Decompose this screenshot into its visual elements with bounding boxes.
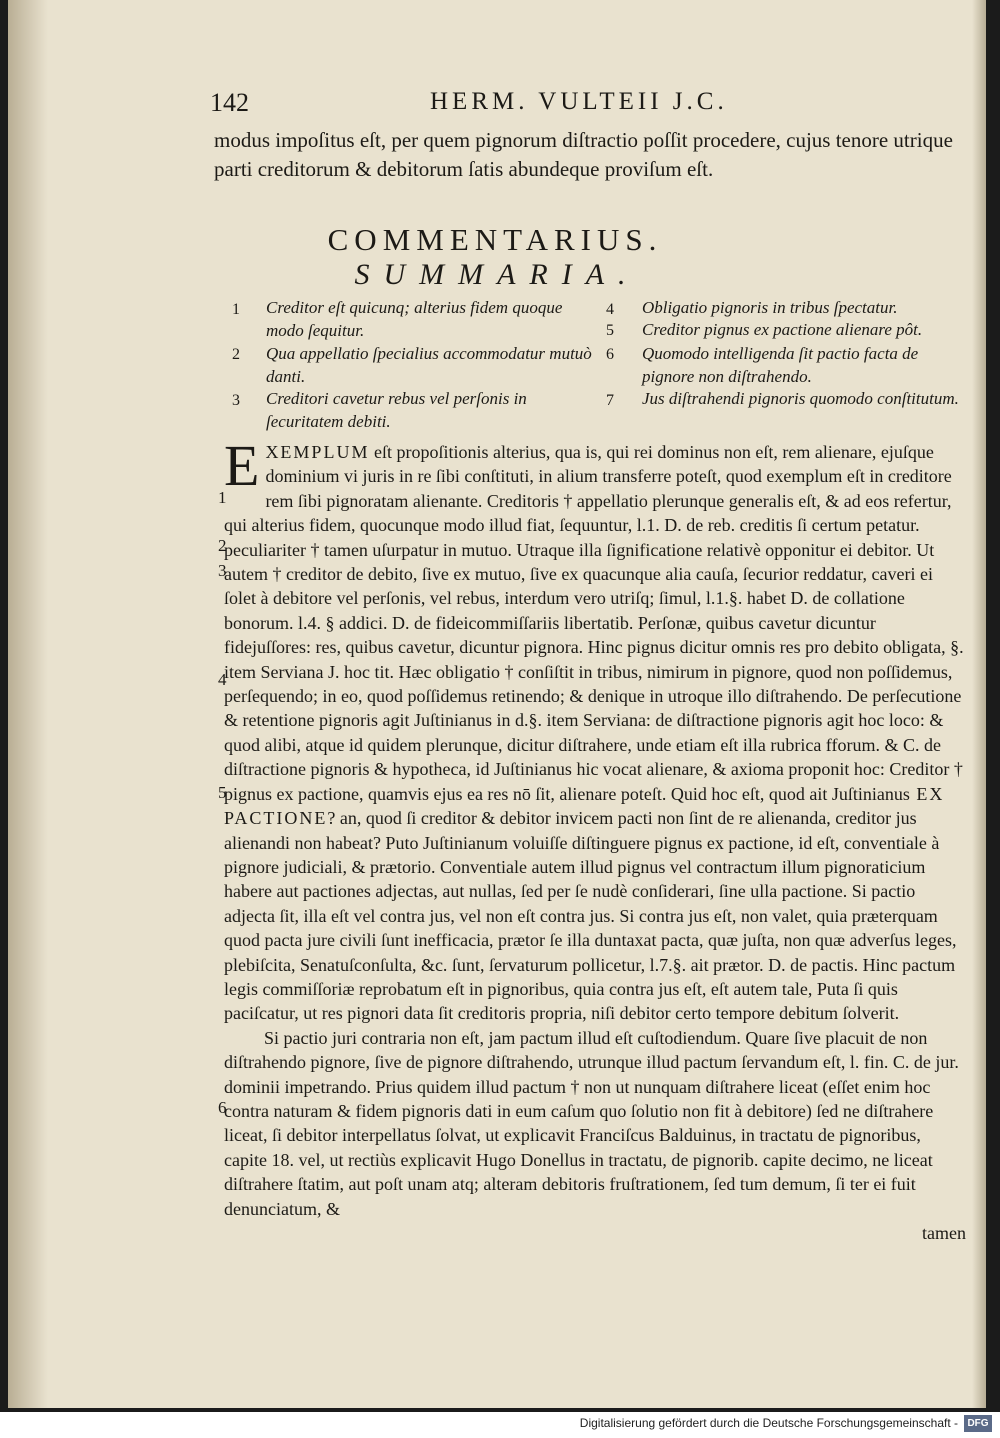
summary-number: 4 <box>606 301 614 318</box>
smallcaps-word: XEMPLUM <box>265 442 370 462</box>
margin-number: 5 <box>218 783 227 802</box>
catchword: tamen <box>922 1223 966 1243</box>
summary-item: Creditori cavetur rebus vel perſonis in ſecuritatem debiti. <box>266 389 527 431</box>
digitization-footer <box>0 1412 1000 1438</box>
margin-number: 3 <box>218 561 227 580</box>
summary-item: Qua appellatio ſpecialius accommodatur mutuò danti. <box>266 344 592 386</box>
summary-number: 1 <box>232 301 240 318</box>
summary-item: Jus diſtrahendi pignoris quomodo conſtitutum. <box>642 389 959 408</box>
drop-cap: E <box>224 433 260 498</box>
intro-text: modus impoſitus eſt, per quem pignorum diſtractio poſſit procedere, cujus tenore utrique parti creditorum & debitorum ſatis abundeque proviſum eſt. <box>214 128 953 181</box>
summary-number: 3 <box>232 392 240 409</box>
dfg-logo: DFG <box>964 1415 992 1432</box>
page-number: 142 <box>210 88 249 117</box>
summary-number: 2 <box>232 346 240 363</box>
summary-item: Creditor pignus ex pactione alienare pôt. <box>642 320 923 339</box>
commentary-body <box>224 433 966 1245</box>
summary-item: Creditor eſt quicunq; alterius fidem quoque modo ſequitur. <box>266 298 563 340</box>
summary-item: Obligatio pignoris in tribus ſpectatur. <box>642 298 898 317</box>
paragraph-1 <box>224 433 966 1026</box>
paragraph-text: eſt propoſitionis alterius, qua is, qui rei dominus non eſt, rem alienare, ejuſque dominium vi juris in re ſibi conſtituti, in alium transferre poteſt, quod exemplum eſt in creditore rem ſibi pignoratam alienante. Creditoris † appellatio plerunque generalis eſt, & ad eos refertur, qui alterius fidem, quocunque modo illud fiat, ſequuntur, l.1. D. de reb. creditis ſi certum petatur. peculiariter † tamen uſurpatur in mutuo. Utraque illa ſignificatione relativè opponitur ei debitor. Ut autem † creditor de debito, ſive ex mutuo, ſive ex quacunque alia cauſa, ſecurior reddatur, caveri ei ſolet à debitore vel perſonis, vel rebus, interdum vero utriſq; ſimul, l.1.§. habet D. de collatione bonorum. l.4. § addici. D. de fideicommiſſariis libertatib. Perſonæ, quibus cavetur dicuntur fidejuſſores: res, quibus cavetur, dicuntur pignora. Hinc pignus dicitur omnis res pro debito obligata, §. item Serviana J. hoc tit. Hæc obligatio † conſiſtit in tribus, nimirum in pignore, quod non poſſidemus, perſequendo; in eo, quod poſſidemus retinendo; & denique in utroque illo diſtrahendo. De perſecutione & retentione pignoris agit Juſtinianus in d.§. item Serviana: de diſtractione pignoris agit hoc loco: & quod alibi, atque id quidem plerunque, dicitur diſtrahere, unde etiam eſt illa rubrica fforum. & C. de diſtractione pignoris & hypotheca, id Juſtinianus hic vocat alienare, & axioma proponit hoc: Creditor † pignus ex pactione, quamvis ejus ea res nō ſit, alienare poteſt. Quid hoc eſt, quod ait Juſtinianus <box>224 442 964 804</box>
paragraph-2: Si pactio juri contraria non eſt, jam pactum illud eſt cuſtodiendum. Quare ſive placuit de non diſtrahendo pignore, ſive de pignore diſtrahendo, utrunque illud pactum ſervandum eſt, l. fin. C. de jur. dominii impetrando. Prius quidem illud pactum † non ut nunquam diſtrahere liceat (eſſet enim hoc contra naturam & fidem pignoris dati in eum caſum quo ſolutio non fit à debitore) ſed ne diſtrahere liceat, ſi debitor interpellatus ſolvat, ut explicavit Franciſcus Balduinus, in tractatu de pignoribus, capite 18. vel, ut rectiùs explicavit Hugo Donellus in tractatu, de pignorib. capite decimo, ne liceat diſtrahere ſtatim, aut poſt unam atq; alteram debitoris fruſtrationem, ſed tum demum, ſi ter ei fuit denunciatum, & <box>224 1027 959 1219</box>
margin-number: 4 <box>218 670 227 689</box>
summary-number: 5 <box>606 322 614 339</box>
page-gutter-shadow <box>8 0 48 1408</box>
smallcaps-phrase: EX PACTIONE <box>224 783 945 829</box>
commentarius-title: COMMENTARIUS. <box>327 222 663 257</box>
margin-number: 2 <box>218 536 227 555</box>
paragraph-text: ? an, quod ſi creditor & debitor invicem pacti non ſint de re alienanda, creditor jus alienandi non habeat? Puto Juſtinianum voluiſſe diſtinguere pignus ex pactione, id eſt, conventiale à pignore judiciali, & prætorio. Conventiale autem illud pignus vel contractum illum pignoraticium habere aut pactiones adjectas, aut nullas, ſed per ſe nudè conſiderari, ſine ulla pactione. Si pactio adjecta ſit, illa eſt vel contra jus, vel non eſt contra jus. Si contra jus eſt, non valet, quia præterquam quod pacta jure civili ſunt inefficacia, prætor ſe illa duntaxat pacta, quæ juſta, non quæ adverſus leges, plebiſcita, Senatuſconſulta, &c. ſunt, ſervaturum pollicetur, l.7.§. ait prætor. D. de pactis. Hinc pactum legis commiſſoriæ reprobatum eſt in pignoribus, quia contra jus eſt, eſt autem tale, Puta ſi quis paciſcatur, ut res pignori data ſit creditoris propria, niſi debitor certo tempore debitum ſolverit. <box>224 808 957 1024</box>
summary-number: 6 <box>606 346 614 363</box>
footer-credit: Digitalisierung gefördert durch die Deutsche Forschungsgemeinschaft - <box>579 1416 958 1430</box>
book-page <box>8 0 986 1408</box>
summaria-title: SUMMARIA. <box>354 258 640 291</box>
margin-number: 6 <box>218 1098 227 1117</box>
page-edge-shadow <box>972 0 986 1408</box>
margin-number: 1 <box>218 488 227 507</box>
summary-number: 7 <box>606 392 614 409</box>
summary-item: Quomodo intelligenda ſit pactio facta de pignore non diſtrahendo. <box>642 344 919 386</box>
running-title: HERM. VULTEII J.C. <box>430 88 728 115</box>
